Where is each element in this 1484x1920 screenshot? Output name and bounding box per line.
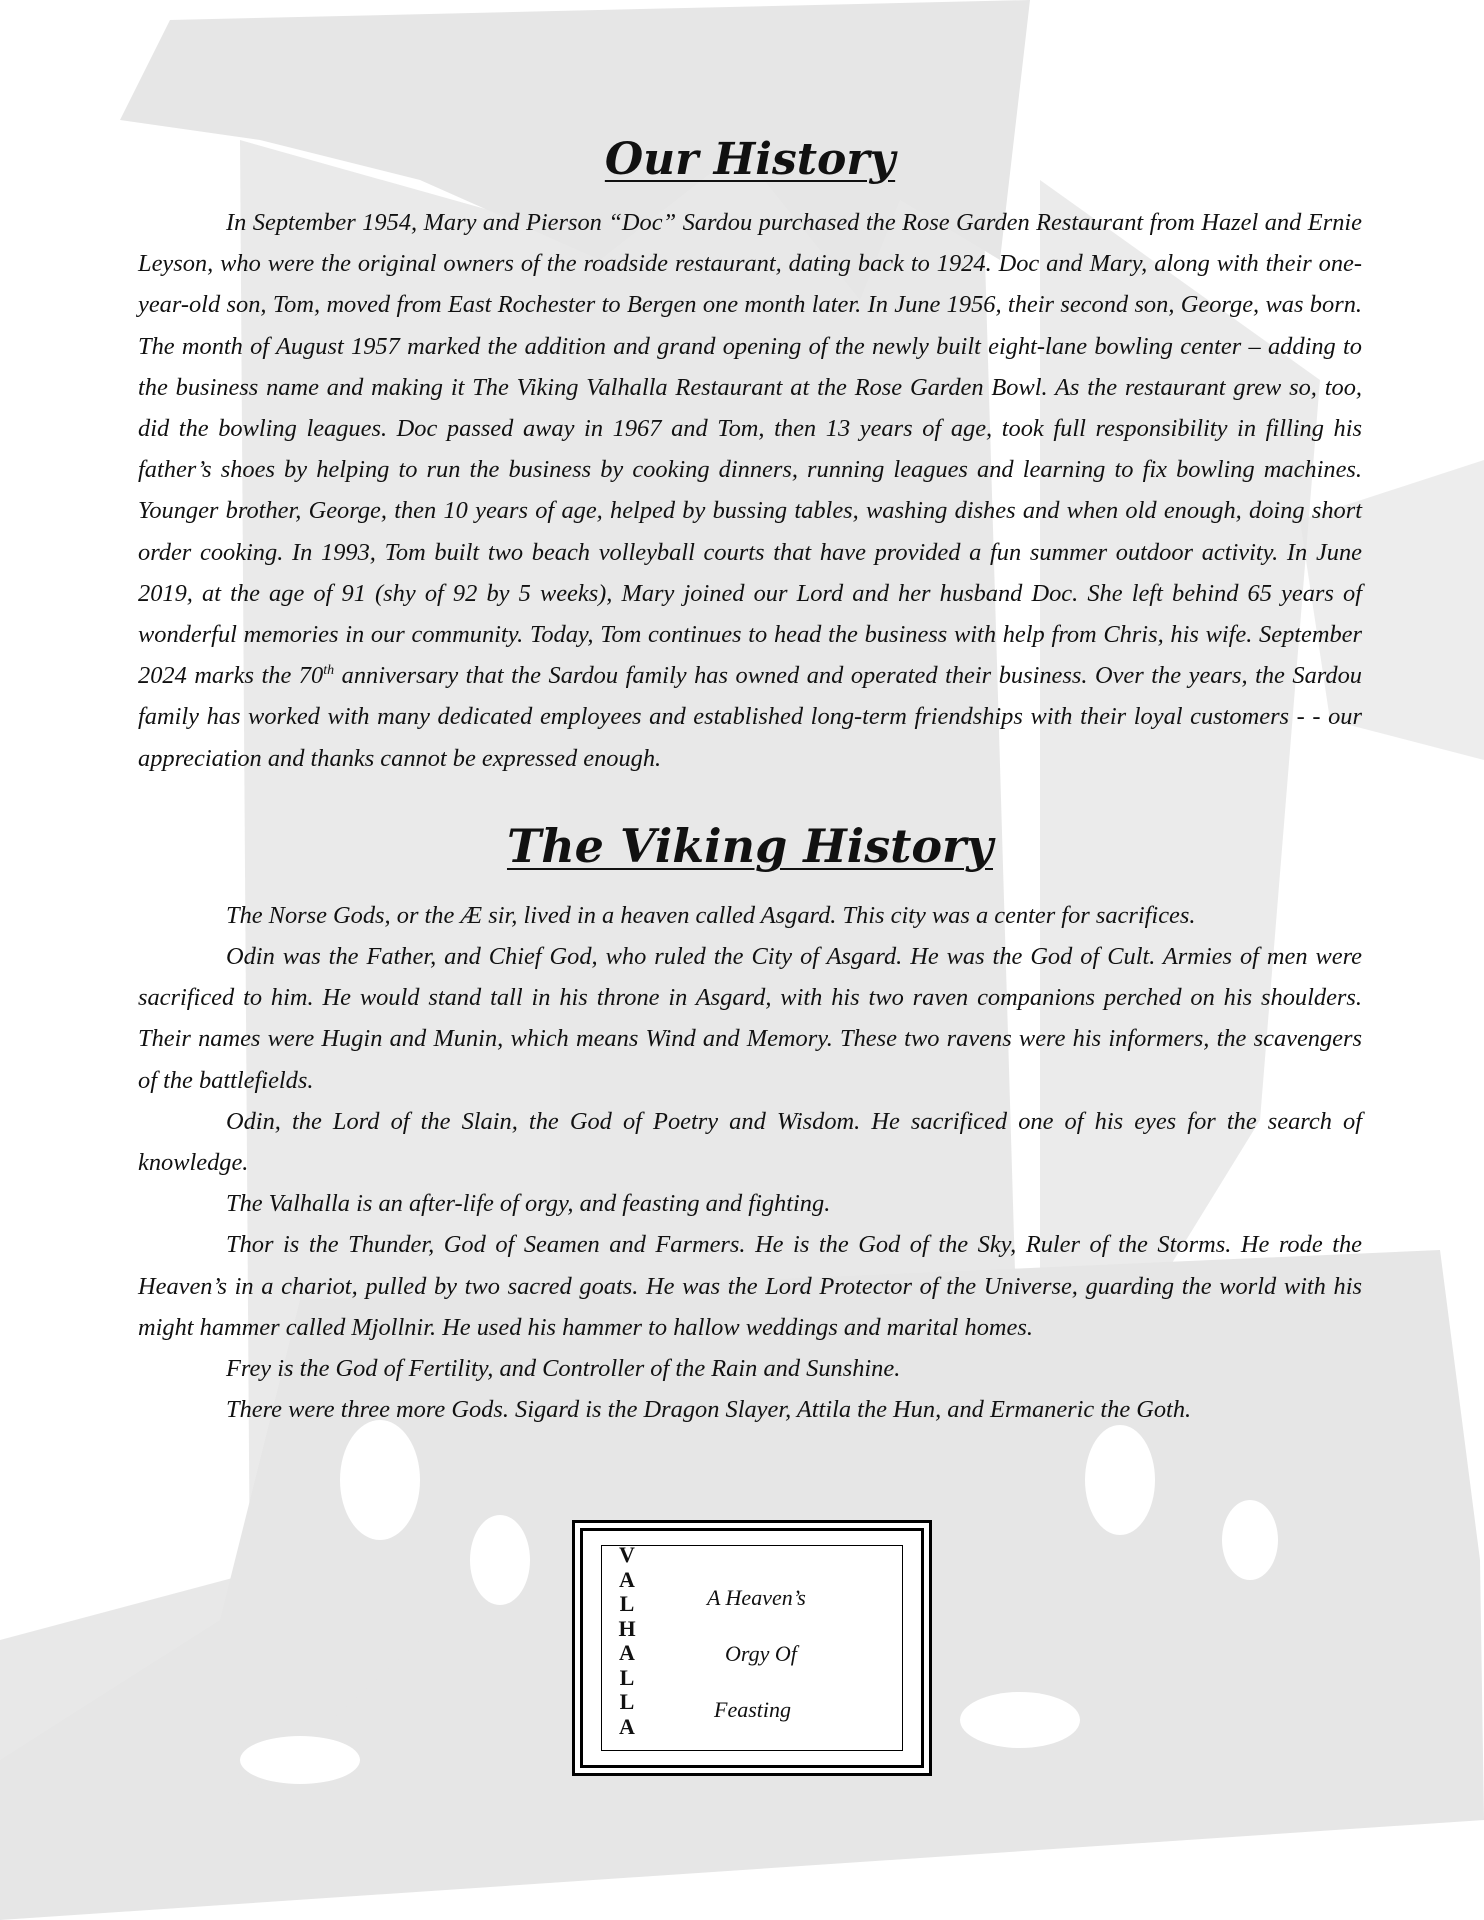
- viking-paragraph: The Valhalla is an after-life of orgy, and feasting and fighting.: [226, 1190, 831, 1218]
- our-history-paragraph: [138, 202, 1362, 779]
- valhalla-letter: H: [618, 1615, 636, 1641]
- valhalla-vertical-word: [615, 1543, 639, 1739]
- viking-history-title: The Viking History: [506, 818, 993, 873]
- valhalla-letter: L: [619, 1664, 635, 1690]
- valhalla-line-1: A Heaven’s: [707, 1585, 806, 1610]
- viking-paragraph: Frey is the God of Fertility, and Controller of the Rain and Sunshine.: [226, 1355, 901, 1383]
- valhalla-letter: L: [619, 1591, 635, 1616]
- valhalla-letter: V: [619, 1542, 635, 1567]
- viking-paragraph: Odin was the Father, and Chief God, who ruled the City of Asgard. He was the God of Cult. Armies of men were sacrificed to him. He would stand tall in his throne in Asgard, with his two raven companions perched on his shoulders. Their names were Hugin and Munin, which means Wind and Memory. These two ravens were his informers, the scavengers of the battlefields.: [138, 943, 1362, 1094]
- our-history-text-1: In September 1954, Mary and Pierson “Doc” Sardou purchased the Rose Garden Restaurant from Hazel and Ernie Leyson, who were the original owners of the roadside restaurant, dating back to 1924. Doc and Mary, along with their one-year-old son, Tom, moved from East Rochester to Bergen one month later. In June 1956, their second son, George, was born. The month of August 1957 marked the addition and grand opening of the newly built eight-lane bowling center – adding to the business name and making it The Viking Valhalla Restaurant at the Rose Garden Bowl. As the restaurant grew so, too, did the bowling leagues. Doc passed away in 1967 and Tom, then 13 years of age, took full responsibility in filling his father’s shoes by helping to run the business by cooking dinners, running leagues and learning to fix bowling machines. Younger brother, George, then 10 years of age, helped by bussing tables, washing dishes and when old enough, doing short order cooking. In 1993, Tom built two beach volleyball courts that have provided a fun summer outdoor activity. In June 2019, at the age of 91 (shy of 92 by 5 weeks), Mary joined our Lord and her husband Doc. She left behind 65 years of wonderful memories in our community. Today, Tom continues to head the business with help from Chris, his wife. September 2024 marks the 70: [138, 209, 1362, 690]
- viking-paragraph: Thor is the Thunder, God of Seamen and Farmers. He is the God of the Sky, Ruler of the Storms. He rode the Heaven’s in a chariot, pulled by two sacred goats. He was the Lord Protector of the Universe, guarding the world with his might hammer called Mjollnir. He used his hammer to hallow weddings and marital homes.: [138, 1231, 1362, 1341]
- valhalla-letter: A: [619, 1640, 635, 1665]
- viking-paragraph: Odin, the Lord of the Slain, the God of Poetry and Wisdom. He sacrificed one of his eyes for the search of knowledge.: [138, 1107, 1362, 1177]
- valhalla-letter: A: [619, 1566, 635, 1592]
- ordinal-suffix: th: [323, 663, 335, 679]
- viking-paragraph: There were three more Gods. Sigard is the Dragon Slayer, Attila the Hun, and Ermaneric the Goth.: [226, 1396, 1192, 1424]
- our-history-text-2: anniversary that the Sardou family has owned and operated their business. Over the years, the Sardou family has worked with many dedicated employees and established long-term friendships with their loyal customers - - our appreciation and thanks cannot be expressed enough.: [138, 662, 1362, 772]
- valhalla-line-3: Feasting: [714, 1697, 791, 1722]
- valhalla-box: [572, 1520, 932, 1776]
- viking-paragraph: The Norse Gods, or the Æ sir, lived in a heaven called Asgard. This city was a center for sacrifices.: [226, 901, 1196, 929]
- valhalla-letter: L: [619, 1689, 635, 1714]
- valhalla-line-2: Orgy Of: [725, 1641, 797, 1666]
- valhalla-letter: A: [619, 1713, 635, 1739]
- page-content: [138, 128, 1362, 1430]
- viking-history-body: [138, 895, 1362, 1431]
- our-history-title: Our History: [604, 134, 896, 185]
